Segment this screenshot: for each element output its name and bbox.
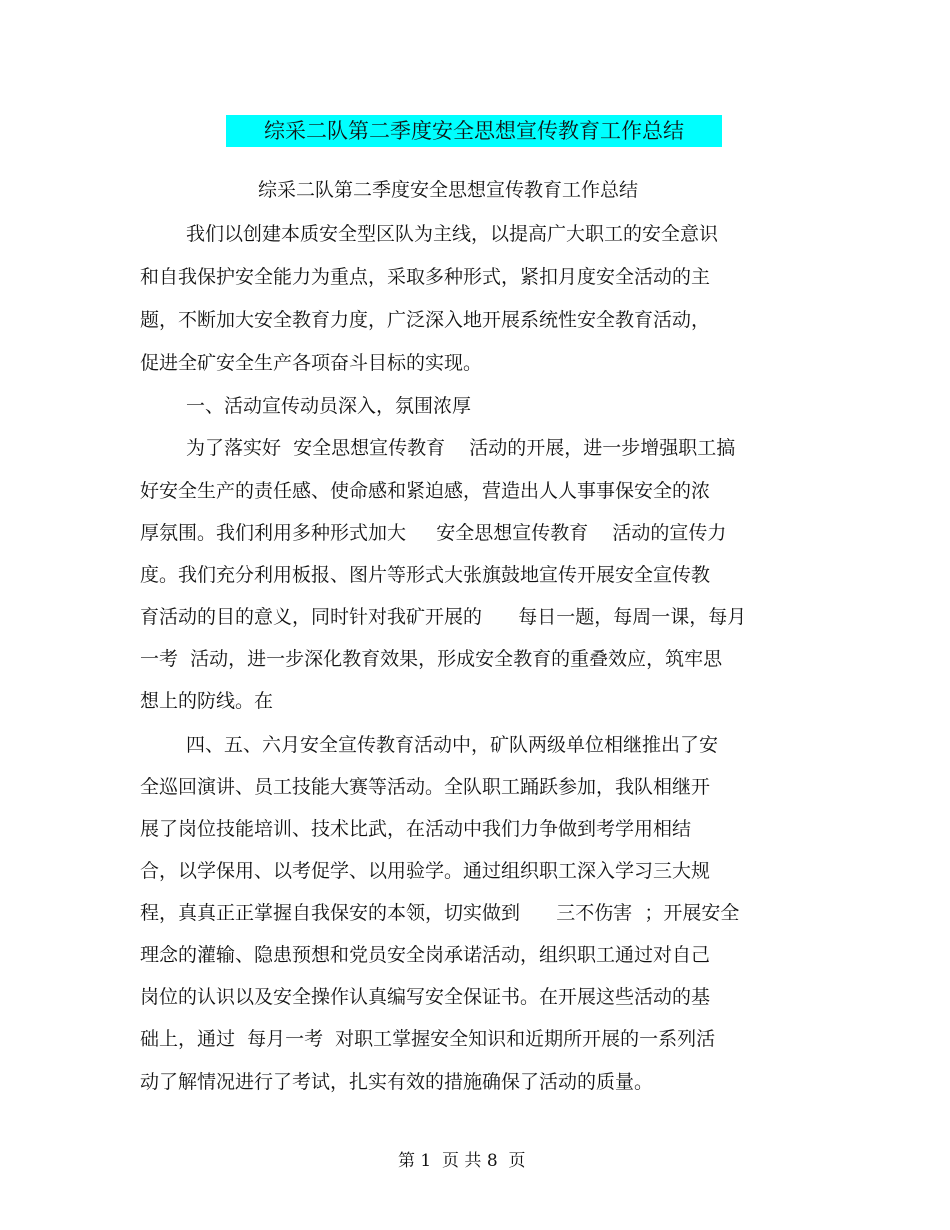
text-line: 程，真真正正掌握自我保安的本领，切实做到 三不伤害 ；开展安全: [140, 902, 740, 924]
text-line: 我们以创建本质安全型区队为主线，以提高广大职工的安全意识: [186, 223, 719, 245]
text-line: 好安全生产的责任感、使命感和紧迫感，营造出人人事事保安全的浓: [140, 480, 711, 502]
section-heading: 一、活动宣传动员深入，氛围浓厚: [186, 395, 472, 417]
text-line: 和自我保护安全能力为重点，采取多种形式，紧扣月度安全活动的主: [140, 266, 711, 288]
text-line: 展了岗位技能培训、技术比武，在活动中我们力争做到考学用相结: [140, 818, 692, 840]
text-line: 想上的防线。在: [140, 690, 274, 712]
document-heading: 综采二队第二季度安全思想宣传教育工作总结: [258, 179, 639, 201]
text-line: 动了解情况进行了考试，扎实有效的措施确保了活动的质量。: [140, 1071, 654, 1093]
text-line: 为了落实好 安全思想宣传教育 活动的开展，进一步增强职工搞: [186, 437, 736, 459]
text-line: 一考 活动，进一步深化教育效果，形成安全教育的重叠效应，筑牢思: [140, 648, 723, 670]
text-line: 合，以学保用、以考促学、以用验学。通过组织职工深入学习三大规: [140, 860, 711, 882]
text-line: 岗位的认识以及安全操作认真编写安全保证书。在开展这些活动的基: [140, 986, 711, 1008]
text-line: 题，不断加大安全教育力度，广泛深入地开展系统性安全教育活动，: [140, 309, 711, 331]
highlighted-document-title: 综采二队第二季度安全思想宣传教育工作总结: [226, 115, 722, 147]
text-line: 厚氛围。我们利用多种形式加大 安全思想宣传教育 活动的宣传力: [140, 522, 727, 544]
text-line: 础上，通过 每月一考 对职工掌握安全知识和近期所开展的一系列活: [140, 1028, 716, 1050]
text-line: 理念的灌输、隐患预想和党员安全岗承诺活动，组织职工通过对自己: [140, 944, 711, 966]
text-line: 促进全矿安全生产各项奋斗目标的实现。: [140, 352, 483, 374]
text-line: 育活动的目的意义，同时针对我矿开展的 每日一题，每周一课，每月: [140, 606, 747, 628]
page-number-footer: 第 1 页 共 8 页: [398, 1151, 526, 1171]
text-line: 四、五、六月安全宣传教育活动中，矿队两级单位相继推出了安: [186, 734, 719, 756]
text-line: 全巡回演讲、员工技能大赛等活动。全队职工踊跃参加，我队相继开: [140, 776, 711, 798]
text-line: 度。我们充分利用板报、图片等形式大张旗鼓地宣传开展安全宣传教: [140, 564, 711, 586]
